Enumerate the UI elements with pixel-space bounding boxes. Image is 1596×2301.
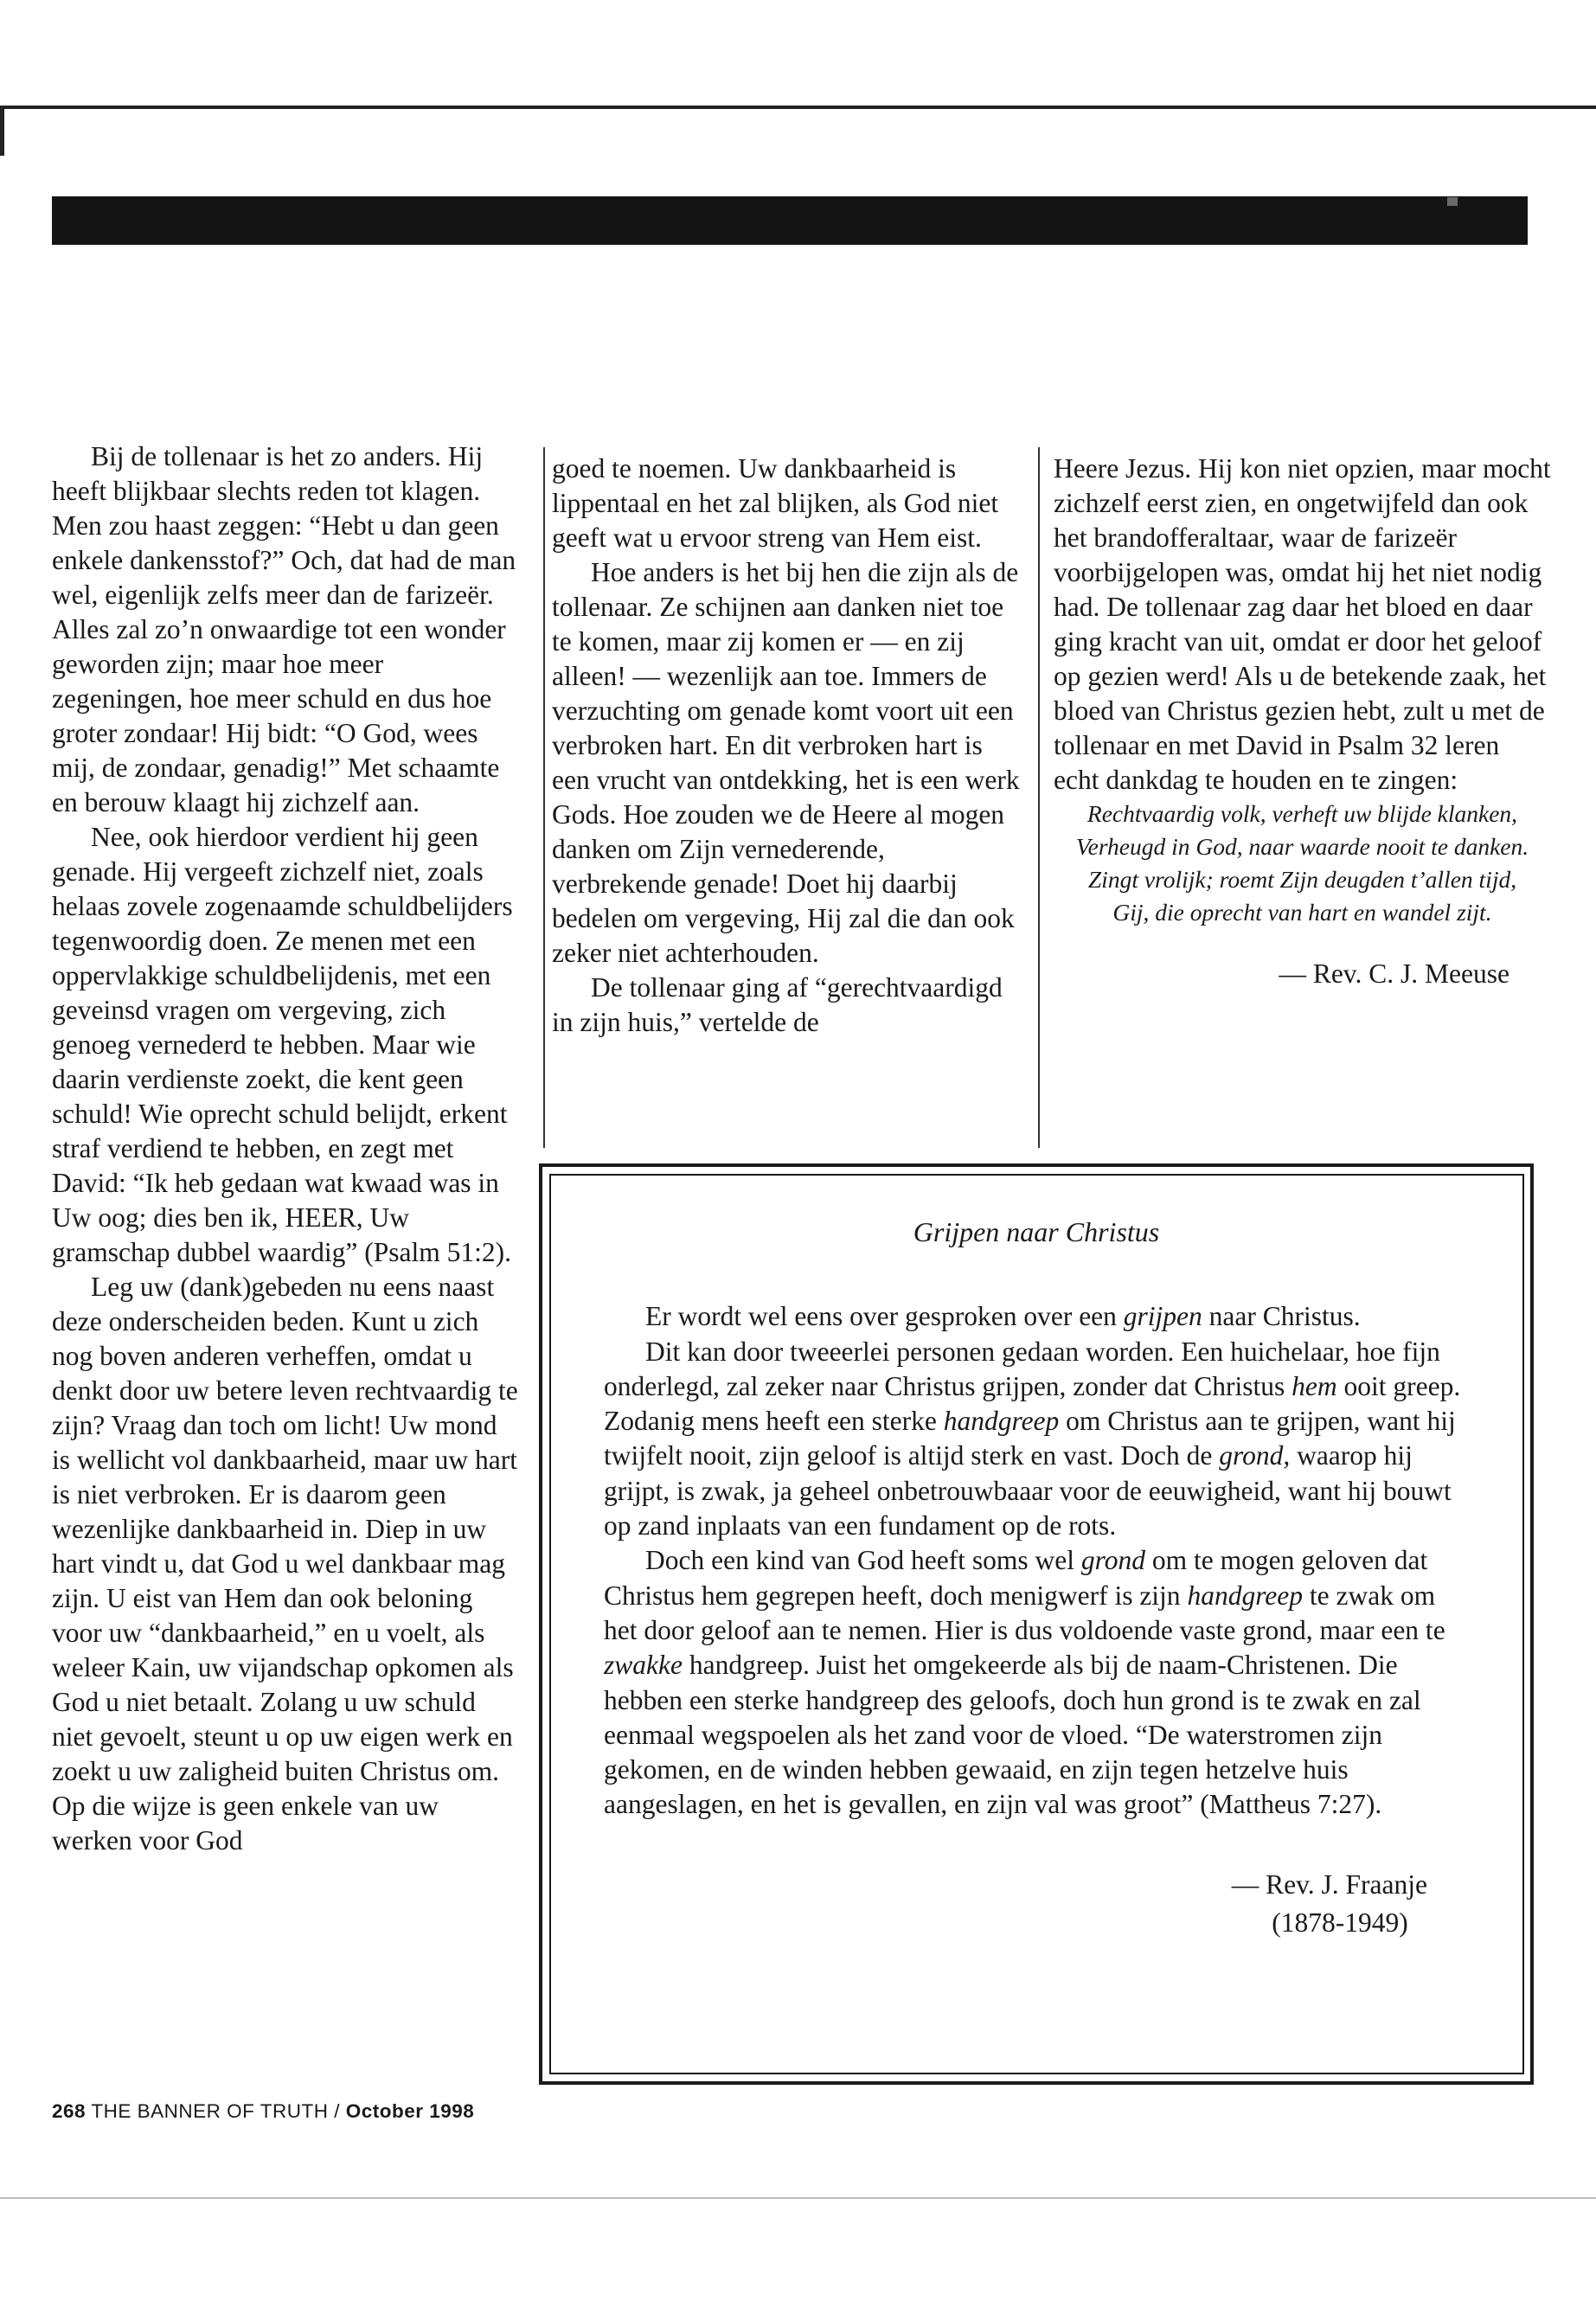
black-header-band — [52, 196, 1528, 245]
verse-line: Rechtvaardig volk, verheft uw blijde klanken, — [1086, 800, 1518, 827]
column-divider — [1038, 447, 1040, 1148]
verse-line: Verheugd in God, naar waarde nooit te danken. — [1075, 833, 1529, 860]
psalm-verse — [1054, 798, 1551, 929]
verse-line: Gij, die oprecht van hart en wandel zijt. — [1112, 899, 1492, 926]
column-two — [552, 452, 1023, 1040]
box-author-years: (1878-1949) — [1272, 1907, 1408, 1939]
paragraph: Bij de tollenaar is het zo anders. Hij heeft blijkbaar slechts reden tot klagen. Men zou haast zeggen: “Hebt u dan geen enkele dankensstof?” Och, dat had de man wel, eigenlijk zelfs meer dan de farizeër. Alles zal zo’n onwaardige tot een wonder geworden zijn; maar hoe meer zegeningen, hoe meer schuld en dus hoe groter zondaar! Hij bidt: “O God, wees mij, de zondaar, genadig!” Met schaamte en berouw klaagt hij zichzelf aan. — [52, 441, 516, 817]
magazine-name: THE BANNER OF TRUTH / — [86, 2100, 346, 2122]
sidebar-box — [604, 1215, 1469, 1940]
paragraph: Hoe anders is het bij hen die zijn als de tollenaar. Ze schijnen aan danken niet toe te komen, maar zij komen er — en zij alleen! — wezenlijk aan toe. Immers de verzuchting om genade komt voort uit een verbroken hart. En dit verbroken hart is een vrucht van ontdekking, het is een werk Gods. Hoe zouden we de Heere al mogen danken om Zijn vernederende, verbrekende genade! Doet hij daarbij bedelen om vergeving, Hij zal die dan ook zeker niet achterhouden. — [552, 557, 1020, 968]
column-three — [1054, 452, 1551, 991]
box-paragraph: Er wordt wel eens over gesproken over een grijpen naar Christus. — [645, 1301, 1361, 1332]
column-divider — [543, 447, 545, 1148]
paragraph: goed te noemen. Uw dankbaarheid is lippentaal en het zal blijken, als God niet geeft wat u ervoor streng van Hem eist. — [552, 453, 999, 553]
paragraph: Nee, ook hierdoor verdient hij geen genade. Hij vergeeft zichzelf niet, zoals helaas zovele zogenaamde schuldbelijders tegenwoordig doen. Ze menen met een oppervlakkige schuldbelijdenis, met een geveinsd vragen om vergeving, zich genoeg vernederd te hebben. Maar wie daarin verdienste zoekt, die kent geen schuld! Wie oprecht schuld belijdt, erkent straf verdiend te hebben, en zegt met David: “Ik heb gedaan wat kwaad was in Uw oog; dies ben ik, HEER, Uw gramschap dubbel waardig” (Psalm 51:2). — [52, 822, 513, 1267]
box-author-signature: — Rev. J. Fraanje — [1231, 1868, 1427, 1900]
paragraph: Leg uw (dank)gebeden nu eens naast deze onderscheiden beden. Kunt u zich nog boven anderen verheffen, omdat u denkt door uw betere leven rechtvaardig te zijn? Vraag dan toch om licht! Uw mond is wellicht vol dankbaarheid, maar uw hart is niet verbroken. Er is daarom geen wezenlijke dankbaarheid in. Diep in uw hart vindt u, dat God u wel dankbaar mag zijn. U eist van Hem dan ook beloning voor uw “dankbaarheid,” en u voelt, als weleer Kain, uw vijandschap opkomen als God u niet betaalt. Zolang u uw schuld niet gevoelt, steunt u op uw eigen werk en zoekt u uw zaligheid buiten Christus om. Op die wijze is geen enkele van uw werken voor God — [52, 1272, 518, 1856]
page-footer — [52, 2100, 474, 2123]
header-band-speck — [1447, 197, 1458, 206]
bottom-rule — [0, 2197, 1596, 2199]
verse-line: Zingt vrolijk; roemt Zijn deugden t’allen tijd, — [1087, 866, 1517, 893]
box-title: Grijpen naar Christus — [913, 1216, 1160, 1247]
box-paragraph: Doch een kind van God heeft soms wel grond om te mogen geloven dat Christus hem gegrepen heeft, doch menigwerf is zijn handgreep te zwak om het door geloof aan te nemen. Hier is dus voldoende vaste grond, maar een te zwakke handgreep. Juist het omgekeerde als bij de naam-Christenen. Die hebben een sterke handgreep des geloofs, doch hun grond is te zwak en zal eenmaal wegspoelen als het zand voor de vloed. “De waterstromen zijn gekomen, en de winden hebben gewaaid, en zijn tegen hetzelve huis aangeslagen, en het is gevallen, en zijn val was groot” (Mattheus 7:27). — [604, 1545, 1445, 1820]
left-edge-mark — [0, 106, 4, 156]
paragraph: Heere Jezus. Hij kon niet opzien, maar mocht zichzelf eerst zien, en ongetwijfeld dan ook het brandofferaltaar, waar de farizeër voorbijgelopen was, omdat hij het niet nodig had. De tollenaar zag daar het bloed en daar ging kracht van uit, omdat er door het geloof op gezien werd! Als u de betekende zaak, het bloed van Christus gezien hebt, zult u met de tollenaar en met David in Psalm 32 leren echt dankdag te houden en te zingen: — [1054, 453, 1551, 795]
box-paragraph: Dit kan door tweeerlei personen gedaan worden. Een huichelaar, hoe fijn onderlegd, zal zeker naar Christus grijpen, zonder dat Christus hem ooit greep. Zodanig mens heeft een sterke handgreep om Christus aan te grijpen, want hij twijfelt nooit, zijn geloof is altijd sterk en vast. Doch de grond, waarop hij grijpt, is zwak, ja geheel onbetrouwbaaar voor de eeuwigheid, want hij bouwt op zand inplaats van een fundament op de rots. — [604, 1336, 1461, 1541]
page-number: 268 — [52, 2100, 87, 2122]
paragraph: De tollenaar ging af “gerechtvaardigd in zijn huis,” vertelde de — [552, 972, 1003, 1037]
issue-date: October 1998 — [345, 2100, 475, 2122]
top-rule — [0, 106, 1596, 109]
column-one — [52, 439, 519, 1858]
author-signature: — Rev. C. J. Meeuse — [1279, 958, 1509, 989]
